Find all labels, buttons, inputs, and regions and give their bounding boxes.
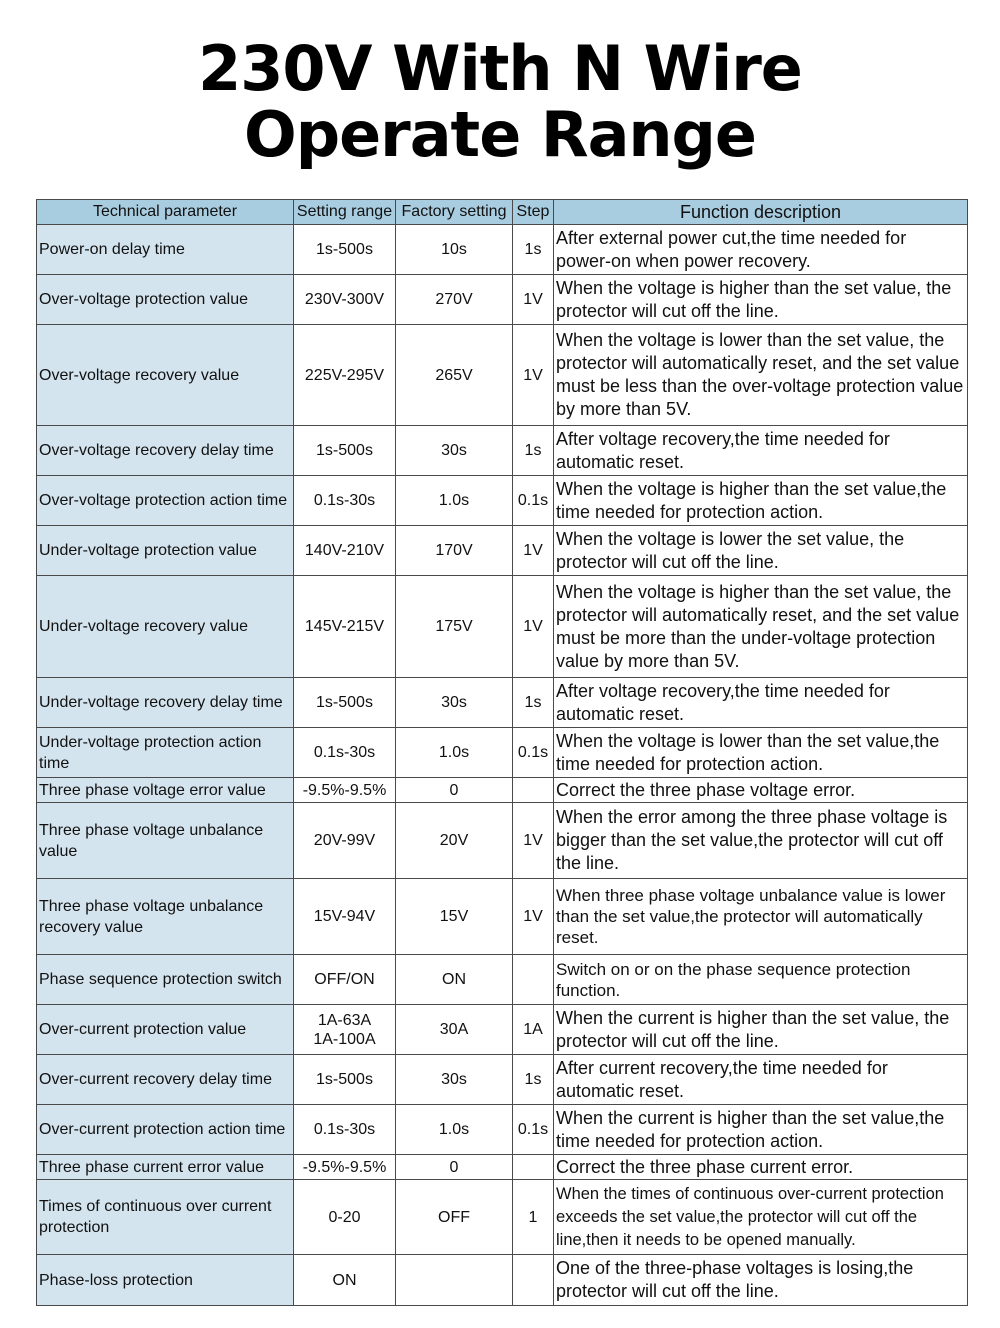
row-parameter: Over-current protection value (37, 1005, 294, 1055)
row-step: 0.1s (513, 1105, 554, 1155)
row-parameter: Three phase voltage error value (37, 778, 294, 803)
row-factory-setting: 15V (396, 879, 513, 955)
row-parameter: Over-voltage protection value (37, 275, 294, 325)
row-setting-range: 0.1s-30s (294, 728, 396, 778)
row-description: Switch on or on the phase sequence protection function. (554, 955, 968, 1005)
row-step: 0.1s (513, 728, 554, 778)
row-description: When the voltage is lower than the set value, the protector will automatically reset, and the set value must be less than the over-voltage protection value by more than 5V. (554, 325, 968, 426)
row-setting-range: 0.1s-30s (294, 476, 396, 526)
table-row (37, 1255, 968, 1306)
row-step: 1s (513, 1055, 554, 1105)
table-row (37, 803, 968, 879)
table-row (37, 576, 968, 678)
table-row (37, 1055, 968, 1105)
row-step: 1s (513, 225, 554, 275)
row-step: 1V (513, 576, 554, 678)
row-setting-range: 1s-500s (294, 678, 396, 728)
table-row (37, 778, 968, 803)
row-parameter: Over-voltage recovery value (37, 325, 294, 426)
row-setting-range: 15V-94V (294, 879, 396, 955)
row-parameter: Under-voltage protection value (37, 526, 294, 576)
row-setting-range: 1s-500s (294, 426, 396, 476)
row-factory-setting: 30A (396, 1005, 513, 1055)
header-parameter: Technical parameter (37, 200, 294, 225)
row-setting-range: 20V-99V (294, 803, 396, 879)
row-factory-setting: 30s (396, 1055, 513, 1105)
range-line-2: 1A-100A (313, 1030, 376, 1048)
row-description: When the voltage is higher than the set value, the protector will automatically reset, and the set value must be more than the under-voltage protection value by more than 5V. (554, 576, 968, 678)
row-factory-setting: 265V (396, 325, 513, 426)
title-line-2: Operate Range (244, 98, 756, 171)
row-parameter: Over-voltage recovery delay time (37, 426, 294, 476)
row-setting-range: -9.5%-9.5% (294, 1155, 396, 1180)
row-description: When the times of continuous over-current protection exceeds the set value,the protector will cut off the line,then it needs to be opened manually. (554, 1180, 968, 1255)
row-step (513, 955, 554, 1005)
row-description: One of the three-phase voltages is losing,the protector will cut off the line. (554, 1255, 968, 1306)
table-row (37, 678, 968, 728)
row-parameter: Under-voltage protection action time (37, 728, 294, 778)
row-factory-setting: 0 (396, 1155, 513, 1180)
row-parameter: Times of continuous over current protection (37, 1180, 294, 1255)
table-row (37, 1105, 968, 1155)
row-description: When three phase voltage unbalance value is lower than the set value,the protector will automatically reset. (554, 879, 968, 955)
table-row (37, 325, 968, 426)
row-description: When the voltage is lower the set value, the protector will cut off the line. (554, 526, 968, 576)
row-factory-setting: 170V (396, 526, 513, 576)
row-description: After voltage recovery,the time needed for automatic reset. (554, 678, 968, 728)
row-factory-setting: 1.0s (396, 1105, 513, 1155)
row-description: After external power cut,the time needed for power-on when power recovery. (554, 225, 968, 275)
row-step: 1s (513, 426, 554, 476)
row-factory-setting: 20V (396, 803, 513, 879)
table-header-row (37, 200, 968, 225)
row-parameter: Power-on delay time (37, 225, 294, 275)
table-row (37, 426, 968, 476)
header-step: Step (513, 200, 554, 225)
row-description: After voltage recovery,the time needed for automatic reset. (554, 426, 968, 476)
row-step: 1A (513, 1005, 554, 1055)
range-line-1: 1A-63A (317, 1011, 372, 1029)
row-step: 0.1s (513, 476, 554, 526)
row-setting-range: -9.5%-9.5% (294, 778, 396, 803)
row-description: When the voltage is higher than the set value,the time needed for protection action. (554, 476, 968, 526)
row-parameter: Three phase voltage unbalance value (37, 803, 294, 879)
row-factory-setting: 175V (396, 576, 513, 678)
row-description: After current recovery,the time needed for automatic reset. (554, 1055, 968, 1105)
row-description: When the error among the three phase voltage is bigger than the set value,the protector will cut off the line. (554, 803, 968, 879)
row-step: 1V (513, 879, 554, 955)
table-row (37, 1180, 968, 1255)
row-parameter: Phase-loss protection (37, 1255, 294, 1306)
row-setting-range: 140V-210V (294, 526, 396, 576)
table-row (37, 476, 968, 526)
row-description: When the current is higher than the set value, the protector will cut off the line. (554, 1005, 968, 1055)
row-step (513, 778, 554, 803)
row-description: Correct the three phase voltage error. (554, 778, 968, 803)
row-step: 1V (513, 275, 554, 325)
row-parameter: Under-voltage recovery delay time (37, 678, 294, 728)
row-factory-setting: 1.0s (396, 476, 513, 526)
row-setting-range: 1s-500s (294, 1055, 396, 1105)
row-setting-range: 0.1s-30s (294, 1105, 396, 1155)
row-step: 1V (513, 526, 554, 576)
row-step: 1s (513, 678, 554, 728)
row-factory-setting: 10s (396, 225, 513, 275)
table-row (37, 728, 968, 778)
table-row (37, 955, 968, 1005)
row-factory-setting: OFF (396, 1180, 513, 1255)
row-parameter: Over-voltage protection action time (37, 476, 294, 526)
row-parameter: Phase sequence protection switch (37, 955, 294, 1005)
row-parameter: Under-voltage recovery value (37, 576, 294, 678)
row-setting-range: 230V-300V (294, 275, 396, 325)
row-setting-range (294, 1005, 396, 1055)
row-description: When the current is higher than the set value,the time needed for protection action. (554, 1105, 968, 1155)
row-parameter: Over-current protection action time (37, 1105, 294, 1155)
row-setting-range: 225V-295V (294, 325, 396, 426)
table-row (37, 225, 968, 275)
row-description: When the voltage is lower than the set value,the time needed for protection action. (554, 728, 968, 778)
page-title (0, 32, 1000, 171)
row-parameter: Three phase voltage unbalance recovery value (37, 879, 294, 955)
row-setting-range: 0-20 (294, 1180, 396, 1255)
table-row (37, 879, 968, 955)
row-step (513, 1155, 554, 1180)
row-setting-range: 1s-500s (294, 225, 396, 275)
row-factory-setting: 270V (396, 275, 513, 325)
row-factory-setting: ON (396, 955, 513, 1005)
row-step: 1 (513, 1180, 554, 1255)
header-function-description: Function description (554, 200, 968, 225)
row-parameter: Over-current recovery delay time (37, 1055, 294, 1105)
header-setting-range: Setting range (294, 200, 396, 225)
row-factory-setting (396, 1255, 513, 1306)
table-row (37, 1155, 968, 1180)
row-setting-range: ON (294, 1255, 396, 1306)
row-factory-setting: 0 (396, 778, 513, 803)
row-step (513, 1255, 554, 1306)
row-description: When the voltage is higher than the set value, the protector will cut off the line. (554, 275, 968, 325)
row-factory-setting: 30s (396, 426, 513, 476)
table-row (37, 526, 968, 576)
row-parameter: Three phase current error value (37, 1155, 294, 1180)
row-setting-range: 145V-215V (294, 576, 396, 678)
row-step: 1V (513, 803, 554, 879)
row-step: 1V (513, 325, 554, 426)
title-line-1: 230V With N Wire (198, 32, 802, 105)
parameter-table (36, 199, 968, 1306)
table-row (37, 275, 968, 325)
row-factory-setting: 1.0s (396, 728, 513, 778)
header-factory-setting: Factory setting (396, 200, 513, 225)
row-factory-setting: 30s (396, 678, 513, 728)
table-row (37, 1005, 968, 1055)
row-setting-range: OFF/ON (294, 955, 396, 1005)
row-description: Correct the three phase current error. (554, 1155, 968, 1180)
